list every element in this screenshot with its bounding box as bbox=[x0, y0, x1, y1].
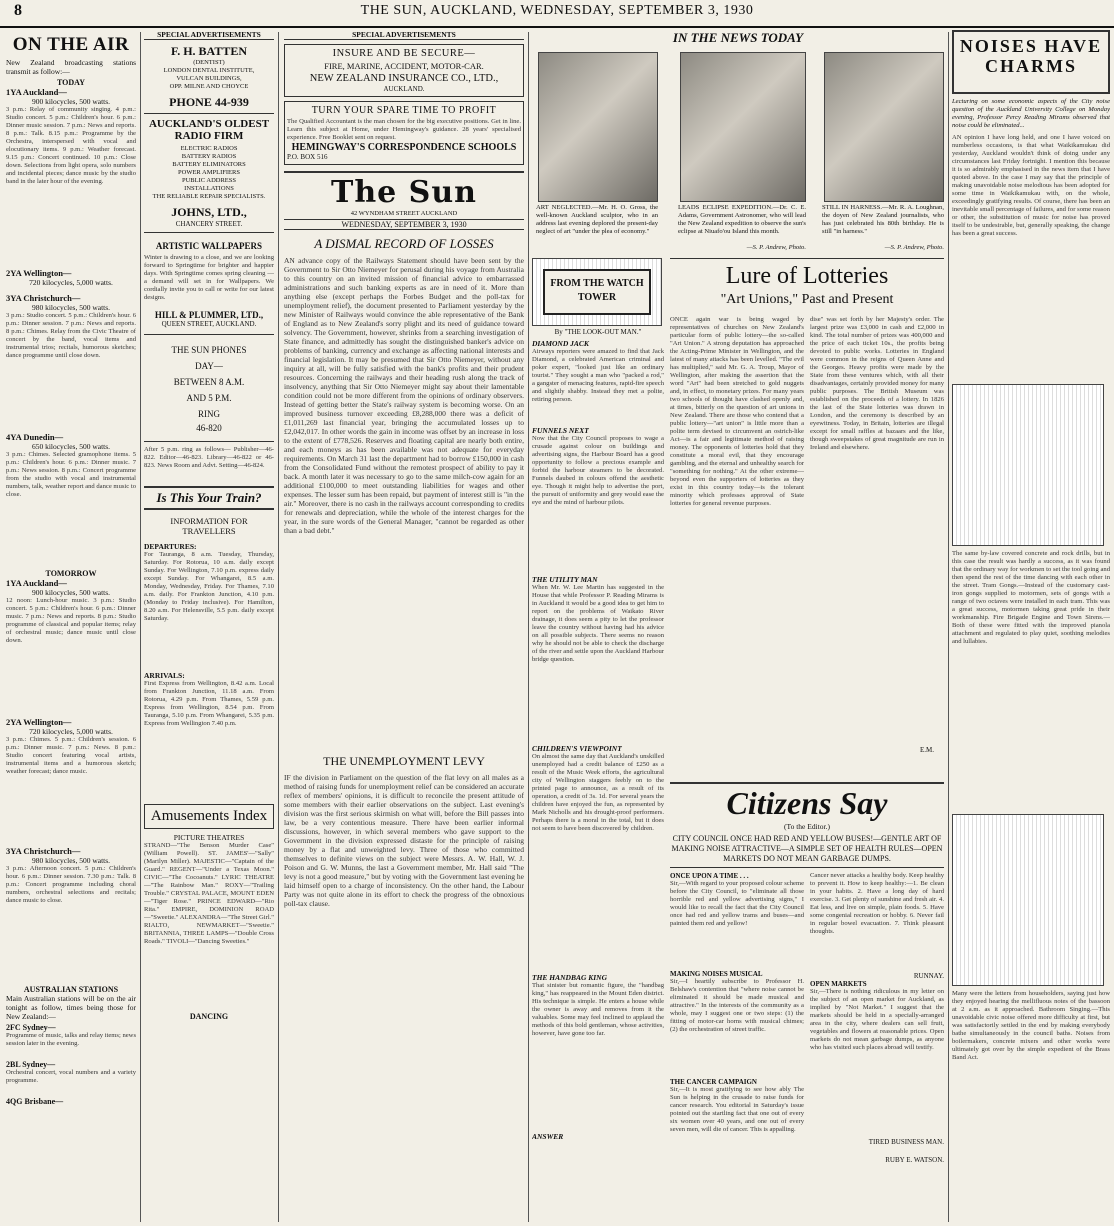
funnels-body: Now that the City Council proposes to wage a crusade against colour on buildings and advertising signs, the Harbour Board has a good opportunity to follow a precious example and forbid the harbour steamers to be decorated. Funnels daubed in colours offend the aesthetic eye. Though it might help to advertise the port, the pursuit of uniformity and grey would ease the eye and the mind of harbour pilots. bbox=[532, 435, 664, 506]
tomorrow-heading: TOMORROW bbox=[45, 569, 97, 578]
australian-heading: AUSTRALIAN STATIONS bbox=[23, 985, 119, 994]
watchtower-title: FROM THE WATCH TOWER bbox=[543, 269, 651, 315]
sun-phones-number: 46-820 bbox=[144, 423, 274, 442]
station-christchurch-2: 3YA Christchurch— bbox=[6, 846, 81, 856]
hemingway-title: HEMINGWAY'S CORRESPONDENCE SCHOOLS bbox=[291, 142, 517, 153]
insure-company: NEW ZEALAND INSURANCE CO., LTD., bbox=[309, 73, 499, 84]
sun-phones-ring: RING bbox=[198, 409, 220, 419]
utility-head: THE UTILITY MAN bbox=[532, 575, 598, 584]
ads-column bbox=[144, 30, 274, 1222]
hemingway-ad bbox=[284, 101, 524, 165]
folio-line: THE SUN, AUCKLAND, WEDNESDAY, SEPTEMBER 3, 1930 bbox=[360, 3, 754, 18]
sun-phones-and: AND 5 P.M. bbox=[186, 393, 232, 403]
insure-city: AUCKLAND. bbox=[383, 85, 425, 93]
hemingway-po: P.O. BOX 516 bbox=[287, 153, 328, 161]
station-auckland-2: 1YA Auckland— bbox=[6, 578, 67, 588]
freq-dunedin: 650 kilocycles, 500 watts. bbox=[31, 442, 111, 451]
freq-christchurch: 980 kilocycles, 500 watts. bbox=[31, 303, 111, 312]
noises-column bbox=[952, 30, 1110, 1222]
today-heading: TODAY bbox=[56, 78, 85, 87]
caption-loughnan: STILL IN HARNESS.—Mr. R. A. Loughnan, the doyen of New Zealand journalists, who has just celebrated his 80th birthday. He is still "in harness." bbox=[822, 204, 944, 235]
insure-line: INSURE AND BE SECURE— bbox=[332, 48, 476, 59]
noises-intro: Lecturing on some economic aspects of the City noise question of the Auckland University College on Monday evening, Professor Percy Reading Mirams observed that noise could be eliminated... bbox=[952, 98, 1110, 129]
news-today-block bbox=[532, 30, 944, 255]
signature-watson: RUBY E. WATSON. bbox=[885, 1156, 944, 1164]
photo-adams bbox=[680, 52, 806, 202]
schedule-text-3: 3 p.m.: Chimes. Selected gramophone items. 5 p.m.: Children's hour. 6 p.m.: Dinner music. 7 p.m.: News session. 8 p.m.: Concert programme from the studio with vocal and instrumental numbers, talk, weather report and dance music to close. bbox=[6, 451, 136, 498]
sun-phones: THE SUN PHONES bbox=[171, 345, 247, 355]
lotteries-col-b: dise" was set forth by her Majesty's order. The largest prize was £3,000 in cash and £2,000 in kind. The total number of prizes was 400,000 and the price of each ticket 10s., the profits being devoted to public works. Lotteries in England were common in the reigns of Queen Anne and the Georges. Heavy profits were made by the State from these ventures which, with all their disadvantages, certainly provided money for many public purposes. The British Museum was established on the proceeds of a lottery. In 1826 the last of the State lotteries was drawn in London, and the ceremony is described by an eyewitness. Today, in Britain, lotteries are illegal except for small raffles at bazaars and the like, though sweepstakes of great magnitude are run in Ireland and elsewhere. bbox=[810, 316, 944, 451]
lotteries-subtitle: "Art Unions," Past and Present bbox=[720, 292, 894, 307]
phone-number: PHONE 44-939 bbox=[144, 95, 274, 114]
masthead bbox=[284, 171, 524, 230]
noises-illustration-1 bbox=[952, 384, 1104, 546]
freq-wellington-2: 720 kilocycles, 5,000 watts. bbox=[29, 727, 113, 736]
unemployment-body: IF the division in Parliament on the question of the flat levy on all males as a method of raising funds for unemployment relief can be considered an accurate reflex of members' opinions, it is difficult to reconcile the present attitude of some members with their earlier observations on the subject. Last evening's division was the first serious skirmish on what will, before the Bill passes into law, be a very contentious measure. There have been earlier informal discussions, however, in which several members who gave support to the Government in the division expressed distaste for the principle of raising money by a flat and unweighted levy. Three of those who committed themselves to definite views on the subject were Messrs. A. W. Hall, W. J. Poison and G. W. Munns, the last a Government member, Mr. Hall said "The levy is not a good measure," but by voting with the Government last evening he laid himself open to a charge of inconsistency. On the other hand, the Labour Party was not quite alone in its effort to check the progress of the obnoxious poll-tax clause. bbox=[284, 773, 524, 908]
departures-list: For Tauranga, 8 a.m. Tuesday, Thursday, Saturday. For Rotorua, 10 a.m. daily except Sunday. For Wellington, 7.10 p.m. express daily except Sunday. For Whangarei, 8.5 a.m. Monday, Wednesday, Friday. For Thames, 7.10 a.m. daily. For Frankton Junction, 4.10 p.m. (Monday to Friday inclusive). For Hamilton, 8.20 a.m. For Helensville, 5.5 p.m. daily except Saturday. bbox=[144, 551, 274, 622]
noises-body: AN opinion I have long held, and one I have voiced on numberless occasions, is that what Waikikamukau did yesterday, Auckland wouldn't think of doing under any circumstances last Friday fortnight. I mention this because it is so admirably emphasised in the news item that I have quoted above. In the case I may say that the principle of making unavoidable noise melodious has been adopted for some time in Waikikamukau with, on the whole, exceedingly gratifying results. Of course, there has been an inevitable small percentage of failures, and for some reason or other, the substitution of music for noise has proved itself to be undesirable, but, generally speaking, the change has been a great success. bbox=[952, 134, 1110, 237]
special-ads-label: SPECIAL ADVERTISEMENTS bbox=[144, 30, 274, 40]
insurance-ad bbox=[284, 44, 524, 97]
insure-types: FIRE, MARINE, ACCIDENT, MOTOR-CAR. bbox=[324, 61, 484, 71]
hill-title: HILL & PLUMMER, LTD., bbox=[154, 310, 264, 320]
noises-body-3: Many were the letters from householders, saying just how they enjoyed hearing the mellifluous notes of the bassoon at 2 a.m. as it approached. Bathroom Singing.—This unavoidable civic noise offered more difficulty at first, but was satisfactorily settled in the end by making everybody bathe simultaneously in the council baths. Noises from boilermakers, concrete mixers and other works were ultimately got over by the simple expedient of the Brass Band Act. bbox=[952, 990, 1110, 1061]
handbag-body: That sinister but romantic figure, the "handbag king," has reappeared in the Mount Eden district. His technique is simple. He enters a house while the owner is away and removes from it the valuables. Some may feel inclined to applaud the methods of this bold gentleman, whose activities, however, have gone too far. bbox=[532, 982, 664, 1037]
watchtower-column bbox=[532, 258, 664, 1222]
masthead-title: The Sun bbox=[331, 175, 477, 210]
handbag-head: THE HANDBAG KING bbox=[532, 973, 608, 982]
radio-column bbox=[6, 30, 136, 1222]
lotteries-signature: E.M. bbox=[920, 746, 934, 754]
watchtower-byline: By "THE LOOK-OUT MAN." bbox=[554, 328, 642, 336]
citizens-to-editor: (To the Editor.) bbox=[784, 822, 830, 831]
wallpapers-title: ARTISTIC WALLPAPERS bbox=[155, 241, 263, 251]
caption-gross: ART NEGLECTED.—Mr. H. O. Gross, the well-known Auckland sculptor, who in an address last evening deplored the present-day neglect of art "under the plea of economy." bbox=[536, 204, 658, 235]
lotteries-col-a: ONCE again war is being waged by representatives of churches on New Zealand's particular form of public lottery—the so-called "Art Union." A strong deputation has approached the Acting-Prime Minister in Wellington, and the latest of many attacks has been levelled. "The evil has multiplied," said Mr. G. A. Troup, Mayor of Wellington, after making the assertion that the word "Art" had been stretched to gold nuggets and, in effect, to monetary prizes. For many years two schools of thought have clashed openly and, at times, bitterly on the question of art unions in New Zealand. There are those who contend that a public lottery—"art union" is little more than a polite term devised to circumvent an ostrich-like Act—is a fair and legitimate method of raising money. The opponents of lotteries hold that they constitute a moral evil, that they encourage gambling, and the eternal and unhealthy search for "something for nothing." At the other extreme—beyond even the supporters of lotteries as they exist in this country today—is the tolerant minority which professes approval of State lotteries for general revenue purposes. bbox=[670, 316, 804, 507]
lotteries-title: Lure of Lotteries bbox=[670, 258, 944, 290]
freq-wellington: 720 kilocycles, 5,000 watts. bbox=[29, 278, 113, 287]
citizens-headline: CITY COUNCIL ONCE HAD RED AND YELLOW BUSES!—GENTLE ART OF MAKING NOISE ATTRACTIVE—A SIMPLE SET OF HEALTH RULES—OPEN MARKETS DO NOT MEAN GARBAGE DUMPS. bbox=[670, 834, 944, 868]
theatre-list: STRAND—"The Benson Murder Case" (William Powell). ST. JAMES'—"Sally" (Marilyn Miller). MAJESTIC—"Captain of the Guard." REGENT—"Under a Texas Moon." CIVIC—"The Cocoanuts." LYRIC THEATRE—"The Rainbow Man." ROXY—"Trailing Trouble." CRYSTAL PALACE, MOUNT EDEN—"Tiger Rose." PRINCE EDWARD—"Rio Rita." EMPIRE, DOMINION ROAD—"Sweetie." ALEXANDRA—"The Street Girl." RIALTO, NEWMARKET—"Sweetie." BRITANNIA, THREE LAMPS—"Double Cross Roads." TIVOLI—"Dancing Sweeties." bbox=[144, 842, 274, 945]
news-today-title: IN THE NEWS TODAY bbox=[672, 30, 804, 45]
citizens-col-b bbox=[810, 872, 944, 1196]
letter-making-body: Sir,—I heartily subscribe to Professor H. Belshaw's contention that "where noise cannot be eliminated it should be made musical and attractive." In the interests of the community as a whole, may I suggest one or two steps: (1) the fitting of motor-car horns with musical chimes; (2) the orchestration of street traffic. bbox=[670, 978, 804, 1033]
johns-address: CHANCERY STREET. bbox=[144, 220, 274, 233]
answer-head: ANSWER bbox=[532, 1132, 564, 1141]
freq-christchurch-2: 980 kilocycles, 500 watts. bbox=[31, 856, 111, 865]
letter-open-body: Sir,—There is nothing ridiculous in my letter on the subject of an open market for Auckland, as implied by "Not Market." I suggest that the markets should be held in a specially-arranged area in the city, where dealers can sell fruit, vegetables and flowers at reasonable prices. Open markets do not mean garbage dumps, as anyone who has visited such places abroad will testify. bbox=[810, 988, 944, 1051]
hemingway-body: The Qualified Accountant is the man chosen for the big executive positions. Get in line. Learn this subject at Home, under Hemingway's guidance. 28 years' specialised experience. Free Booklet sent on request. bbox=[287, 118, 521, 141]
arrivals-heading: ARRIVALS: bbox=[144, 671, 185, 680]
station-sydney: 2FC Sydney— bbox=[6, 1023, 56, 1032]
johns-title: JOHNS, LTD., bbox=[171, 205, 247, 219]
station-christchurch: 3YA Christchurch— bbox=[6, 293, 81, 303]
schedule-text-5: 3 p.m.: Chimes. 5 p.m.: Children's session. 6 p.m.: Dinner music. 7 p.m.: News. 8 p.m.: Studio concert featuring vocal artists, instrumental items and a humorous sketch; weather forecast; dance music. bbox=[6, 736, 136, 775]
wallpapers-body: Winter is drawing to a close, and we are looking forward to Springtime for brighter and happier days. With Springtime comes spring cleaning — a demand will set in for Wallpapers. We cordially invite you to call or write for our latest designs. bbox=[144, 254, 274, 301]
citizens-say-section bbox=[670, 782, 944, 1222]
letter-health-body: Cancer never attacks a healthy body. Keep healthy to prevent it. How to keep healthy:—1. Be clean in your habits. 2. Have a long day of hard exercise. 3. Get plenty of sunshine and fresh air. 4. Eat less, and live on simple, plain foods. 5. Have some congenial recreation or hobby. 6. Never fail in regular bowel evacuation. 7. Think pleasant thoughts. bbox=[810, 872, 944, 935]
station-auckland: 1YA Auckland— bbox=[6, 87, 67, 97]
masthead-address: 42 WYNDHAM STREET AUCKLAND bbox=[350, 210, 458, 217]
caption-adams: LEADS ECLIPSE EXPEDITION.—Dr. C. E. Adams, Government Astronomer, who will lead the New Zealand expedition to observe the sun's eclipse at Niuafo'ou Island this month. bbox=[678, 204, 806, 235]
departures-heading: DEPARTURES: bbox=[144, 542, 197, 551]
citizens-col-a bbox=[670, 872, 804, 1196]
diamond-jack-head: DIAMOND JACK bbox=[532, 339, 589, 348]
sun-phones-day: DAY— bbox=[195, 361, 223, 371]
funnels-head: FUNNELS NEXT bbox=[532, 426, 589, 435]
noises-title: NOISES HAVE CHARMS bbox=[959, 36, 1103, 76]
watchtower-illustration bbox=[532, 258, 662, 326]
credit-loughnan: —S. P. Andrew, Photo. bbox=[884, 244, 944, 251]
credit-adams: —S. P. Andrew, Photo. bbox=[746, 244, 806, 251]
signature-runnay: RUNNAY. bbox=[913, 972, 944, 980]
letter-once-body: Sir,—With regard to your proposed colour scheme before the City Council, to "eliminate all those horrible red and yellow advertising signs," I would like to recall the fact that the City Council once had red and yellow trams and buses—and painted them red and yellow! bbox=[670, 880, 804, 927]
station-sydney-2: 2BL Sydney— bbox=[6, 1060, 56, 1069]
lotteries-columns bbox=[670, 316, 944, 746]
dancing-heading: DANCING bbox=[189, 1012, 229, 1021]
batten-ad-title: F. H. BATTEN bbox=[170, 44, 248, 58]
photo-loughnan bbox=[824, 52, 944, 202]
spare-time-headline: TURN YOUR SPARE TIME TO PROFIT bbox=[311, 105, 497, 116]
special-ads-label-2: SPECIAL ADVERTISEMENTS bbox=[284, 30, 524, 40]
masthead-dateline: WEDNESDAY, SEPTEMBER 3, 1930 bbox=[284, 219, 524, 230]
unemployment-headline: THE UNEMPLOYMENT LEVY bbox=[323, 754, 485, 768]
picture-theatres-heading: PICTURE THEATRES bbox=[173, 833, 245, 842]
letter-open-head: OPEN MARKETS bbox=[810, 980, 867, 988]
radio-title: ON THE AIR bbox=[12, 34, 130, 55]
editorial-headline: A DISMAL RECORD OF LOSSES bbox=[314, 236, 494, 251]
schedule-text-2: 3 p.m.: Studio concert. 5 p.m.: Children's hour. 6 p.m.: Dinner session. 7 p.m.: News and reports. 8 p.m.: Chimes. Relay from the Civic Theatre of concert by the band, vocal items and instrumental trios; recitals, humorous sketches; dance programme until close down. bbox=[6, 312, 136, 359]
after-hours-box: After 5 p.m. ring as follows— Publisher—46-822. Editor—46-823. Library—46-822 or 46-823. News Room and Advt. Setting—46-824. bbox=[144, 446, 274, 469]
radio-intro: New Zealand broadcasting stations transmit as follow:— bbox=[6, 58, 136, 76]
amusements-title: Amusements Index bbox=[144, 804, 274, 829]
children-head: CHILDREN'S VIEWPOINT bbox=[532, 744, 622, 753]
sun-phones-between: BETWEEN 8 A.M. bbox=[173, 377, 245, 387]
citizens-columns bbox=[670, 872, 944, 1196]
diamond-jack-body: Airways reporters were amazed to find that Jack Diamond, a celebrated American criminal and poker expert, "looked just like an ordinary tourist." They sought a man who "packed a rod," a gangster of menacing features, rapid-fire speech and slightly shabby. Instead they met a polite, retiring person. bbox=[532, 348, 664, 403]
page-header bbox=[0, 0, 1114, 28]
travellers-info: INFORMATION FOR TRAVELLERS bbox=[170, 516, 248, 536]
schedule-text-6: 3 p.m.: Afternoon concert. 5 p.m.: Children's hour. 6 p.m.: Dinner session. 7.30 p.m.: Talk. 8 p.m.: Concert programme including choral numbers, orchestral selections and recitals; dance music to close. bbox=[6, 865, 136, 904]
station-dunedin: 4YA Dunedin— bbox=[6, 432, 64, 442]
noises-body-2: The same by-law covered concrete and rock drills, but in this case the result was hardly a success, as it was found that the ordinary way for workmen to set the tool going and then spend the rest of the time dancing with each other in the street. Tram Gongs.—Instead of the customary cast-iron gongs supplied to motormen, sets of gongs with a range of two octaves were installed in each tram. This was a great success, motormen taking great pride in their workmanship. Fire Brigade Engine and Town Sirens.—Both of these were fitted with the improved pianola attachment and regulated to play quiet, soothing melodies and lullabies. bbox=[952, 550, 1110, 645]
letter-cancer-head: THE CANCER CAMPAIGN bbox=[670, 1078, 757, 1086]
hill-address: QUEEN STREET, AUCKLAND. bbox=[144, 320, 274, 335]
freq-auckland-2: 900 kilocycles, 500 watts. bbox=[31, 588, 111, 597]
editorial-body: AN advance copy of the Railways Statement should have been sent by the Government to Sir Otto Niemeyer for perusal during his voyage from Australia to this country on an invited mission of financial advice to embarrassed administrations and such banking experts as are in need of it. More than anything else (except perhaps the Forbes Budget and the poll-tax for unemployment relief), the document presented to Parliament yesterday by the new Minister of Railways would convince the able representative of the Bank of England as to New Zealand's sorry plight and its need of guidance toward solvency. The Government, however, shrinks from a searching investigation of State finance, and admittedly has sought the distinguished banker's advice on problems of banking, currency and exchange as affecting national interests and financial legislation. It may be presumed that Sir Otto Niemeyer, without any inquiry at all, will be fully satisfied with the bank's profits and their prudent resources. Concerning the railways and their heading rush along the track of insolvency, anything that Sir Otto Niemeyer might say about their lamentable condition could not be more different from the opinions of ordinary observers. Instead of getting better the State's railway system is becoming worse. On an improved business turnover exceeding £8,288,000 there was a deficit of £1,011,269 last financial year, bringing the accumulated losses up to £2,042,017. In other words the gain in income was offset by an increase in loss to the extent of £778,526. Reserves and floating capital are nearly both entire, and each moneys as has been available was not adequate for everyday requirements. On March 31 last the department had to borrow £150,000 in cash from the Consolidated Fund without the remotest prospect of ability to pay it back. A month later it was necessary to go to the same milch-cow again for an additional £100,000 to meet outstanding liabilities for wages and other expenses. The lesser sum has been repaid, but payment of interest still is "in the air." Moreover, there is no cash in the railways account corresponding to credits for renewals and depreciation, while the whole of the interest charges for the year, in the sure words of the General Manager, "cannot be regarded as other than a bad debt." bbox=[284, 256, 524, 535]
children-body: On almost the same day that Auckland's unskilled unemployed had a credit balance of £250 as a result of the Music Week efforts, the agricultural city of Wellington staggers feebly on to the printed page to announce, as a result of its operation, a credit of 3s. 1d. For several years the children have enjoyed the fun, as represented by Mark Nicholls and his drought-proof performers. Perhaps there is a moral in the total, but it does not seem to have been discovered by children. bbox=[532, 753, 664, 832]
letter-making-head: MAKING NOISES MUSICAL bbox=[670, 970, 763, 978]
station-wellington-2: 2YA Wellington— bbox=[6, 717, 72, 727]
schedule-text-4: 12 noon: Lunch-hour music. 3 p.m.: Studio concert. 5 p.m.: Children's hour. 6 p.m.: Dinner music. 7 p.m.: News and reports. 8 p.m.: Studio programme of classical and popular items; relay of orchestral music; dance music until close down. bbox=[6, 597, 136, 644]
station-brisbane: 4QG Brisbane— bbox=[6, 1097, 64, 1106]
editorial-column bbox=[284, 30, 524, 1222]
noises-illustration-2 bbox=[952, 814, 1104, 986]
radio-firm-list: ELECTRIC RADIOS BATTERY RADIOS BATTERY ELIMINATORS POWER AMPLIFIERS PUBLIC ADDRESS INSTALLATIONS THE RELIABLE REPAIR SPECIALISTS. bbox=[152, 145, 266, 200]
schedule-text-7: Programme of music, talks and relay items; news session later in the evening. bbox=[6, 1032, 136, 1047]
letter-once-head: ONCE UPON A TIME . . . bbox=[670, 872, 749, 880]
arrivals-list: First Express from Wellington, 8.42 a.m. Local from Frankton Junction, 11.18 a.m. From Rotorua, 4.29 p.m. From Thames, 5.59 p.m. Express from Wellington, 8.54 p.m. From Tauranga, 5.10 p.m. From Whangarei, 5.35 p.m. Express from Wellington 7.40 p.m. bbox=[144, 680, 274, 727]
train-title: Is This Your Train? bbox=[144, 486, 274, 510]
noises-title-box bbox=[952, 30, 1110, 94]
letter-cancer-body: Sir,—It is most gratifying to see how ably The Sun is helping in the crusade to raise funds for cancer research. You editorial in Saturday's issue pointed out the startling fact that one out of every six women over 40 years, and one out of every seven men, will die of cancer. This is appalling. bbox=[670, 1086, 804, 1133]
page-number: 8 bbox=[14, 2, 22, 19]
schedule-text: 3 p.m.: Relay of community singing. 4 p.m.: Studio concert. 5 p.m.: Children's hour. 6 p.m.: Dinner music session. 7 p.m.: News and reports. 8 p.m.: Talk. 8.15 p.m.: Programme by the Orchestra, interspersed with vocal and elocutionary items. 9 p.m.: Weather forecast. 9.15 p.m.: Concert continued. 10 p.m.: Close down. Selections from light opera, solo numbers and incidental pieces; dance music by the studio band in the later hour of the evening. bbox=[6, 106, 136, 185]
signature-tired: TIRED BUSINESS MAN. bbox=[868, 1138, 944, 1146]
batten-ad-body: (DENTIST) LONDON DENTAL INSTITUTE, VULCAN BUILDINGS, OPP. MILNE AND CHOYCE bbox=[163, 59, 255, 90]
station-wellington: 2YA Wellington— bbox=[6, 268, 72, 278]
photo-gross bbox=[538, 52, 658, 202]
freq-auckland: 900 kilocycles, 500 watts. bbox=[31, 97, 111, 106]
australian-intro: Main Australian stations will be on the air tonight as follow, times being those for New Zealand:— bbox=[6, 994, 136, 1021]
lotteries-article bbox=[670, 258, 944, 778]
utility-body: When Mr. W. Lee Martin has suggested in the House that while Professor P. Reading Mirams is in Auckland it would be a good idea to get him to report on the problems of Waikato River drainage, it does seem a pity to let the professor leave the country without having had his advice on all possible subjects. There seems no reason why he should not be able to check the discharge of the river and settle upon the Auckland Harbour bridge question. bbox=[532, 584, 664, 663]
radio-firm-title: AUCKLAND'S OLDEST RADIO FIRM bbox=[148, 118, 270, 142]
citizens-title: Citizens Say bbox=[670, 782, 944, 822]
schedule-text-8: Orchestral concert, vocal numbers and a variety programme. bbox=[6, 1069, 136, 1084]
